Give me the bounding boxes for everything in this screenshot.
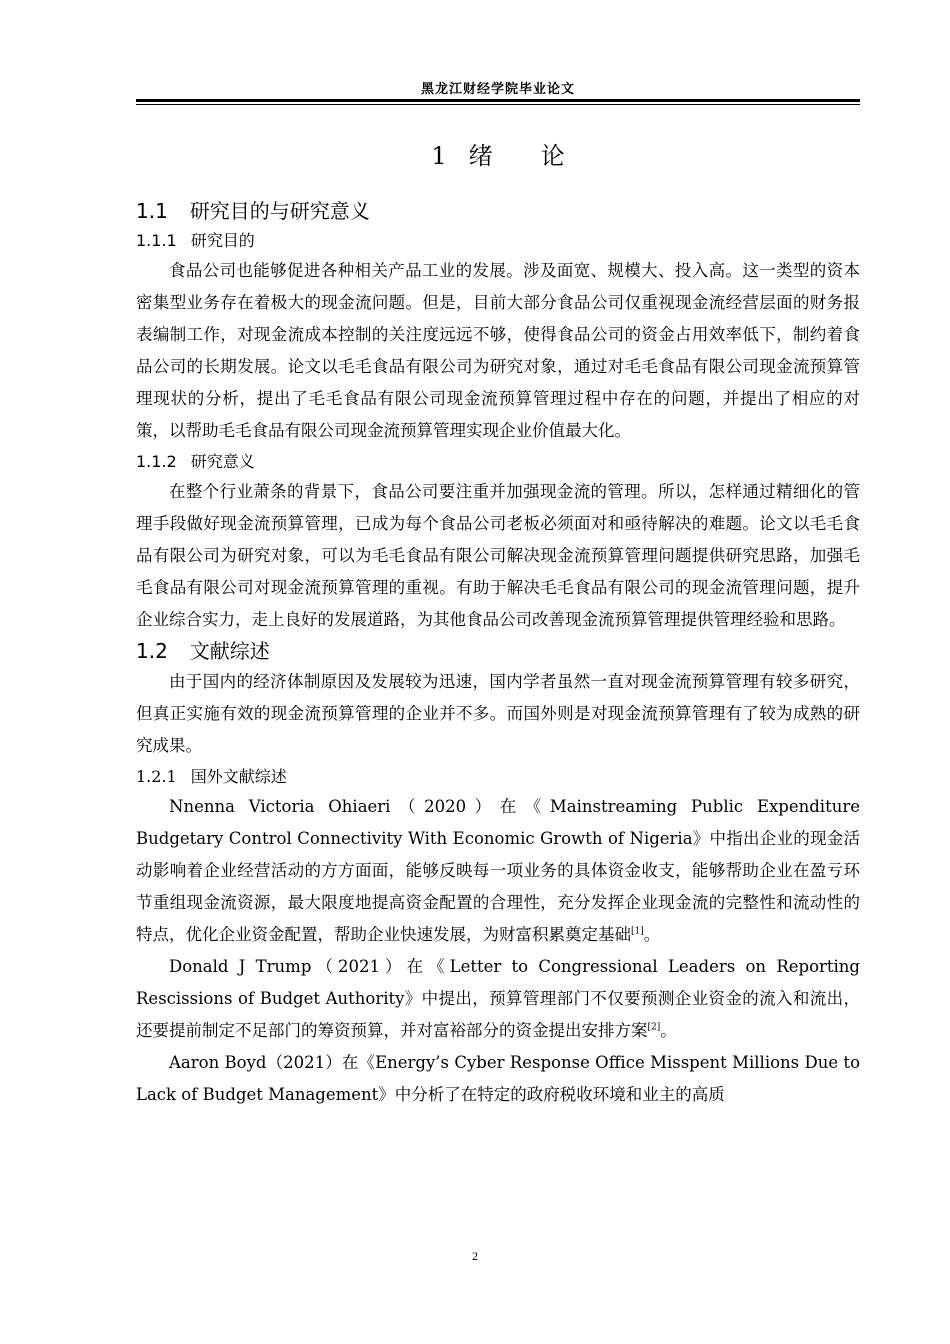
- section-heading-1-2: [136, 636, 860, 666]
- page-content: [136, 138, 860, 1111]
- subsection-title: 研究目的: [190, 231, 255, 250]
- subsection-heading-1-2-1: [136, 762, 860, 791]
- citation-ref: [1]: [631, 926, 644, 937]
- section-title: 研究目的与研究意义: [189, 199, 370, 223]
- paragraph-text: Donald J Trump（2021）在《Letter to Congressional Leaders on Reporting Rescissions of Budget Authority》中提出，预算管理部门不仅要预测企业资金的流入和流出，还要提前制定不足部门的筹资预算，并对富裕部分的资金提出安排方案: [136, 957, 860, 1040]
- subsection-heading-1-1-1: [136, 226, 860, 255]
- section-number: 1.1: [136, 199, 168, 223]
- page-number: 2: [472, 1249, 478, 1263]
- paragraph-foreign-lit-1: [136, 791, 860, 951]
- subsection-number: 1.2.1: [136, 767, 177, 786]
- subsection-title: 国外文献综述: [190, 767, 287, 786]
- subsection-number: 1.1.2: [136, 452, 177, 471]
- subsection-heading-1-1-2: [136, 447, 860, 476]
- paragraph-end: 。: [660, 1021, 677, 1040]
- header-rule-thin: [136, 104, 860, 105]
- paragraph-end: 。: [643, 925, 661, 944]
- citation-ref: [2]: [647, 1022, 661, 1033]
- paragraph-foreign-lit-2: [136, 951, 860, 1047]
- header-rule-thick: [136, 99, 860, 102]
- subsection-number: 1.1.1: [136, 231, 177, 250]
- section-title: 文献综述: [189, 639, 270, 663]
- paragraph-literature-intro: 由于国内的经济体制原因及发展较为迅速，国内学者虽然一直对现金流预算管理有较多研究，但真正实施有效的现金流预算管理的企业并不多。而国外则是对现金流预算管理有了较为成熟的研究成果。: [136, 672, 860, 755]
- paragraph-text: Nnenna Victoria Ohiaeri（2020）在《Mainstreaming Public Expenditure Budgetary Control Connectivity With Economic Growth of Nigeria》中指出企业的现金活动影响着企业经营活动的方方面面，能够反映每一项业务的具体资金收支，能够帮助企业在盈亏环节重组现金流资源，最大限度地提高资金配置的合理性，充分发挥企业现金流的完整性和流动性的特点，优化企业资金配置，帮助企业快速发展，为财富积累奠定基础: [136, 797, 860, 944]
- section-number: 1.2: [136, 639, 168, 663]
- paragraph-research-purpose: 食品公司也能够促进各种相关产品工业的发展。涉及面宽、规模大、投入高。这一类型的资本密集型业务存在着极大的现金流问题。但是，目前大部分食品公司仅重视现金流经营层面的财务报表编制工作，对现金流成本控制的关注度远远不够，使得食品公司的资金占用效率低下，制约着食品公司的长期发展。论文以毛毛食品有限公司为研究对象，通过对毛毛食品有限公司现金流预算管理现状的分析，提出了毛毛食品有限公司现金流预算管理过程中存在的问题，并提出了相应的对策，以帮助毛毛食品有限公司现金流预算管理实现企业价值最大化。: [136, 261, 860, 440]
- running-header: 黑龙江财经学院毕业论文: [420, 82, 575, 97]
- paragraph-foreign-lit-3: Aaron Boyd（2021）在《Energy’s Cyber Response Office Misspent Millions Due to Lack of Budget Management》中分析了在特定的政府税收环境和业主的高质: [136, 1053, 860, 1104]
- paragraph-research-significance: 在整个行业萧条的背景下，食品公司要注重并加强现金流的管理。所以，怎样通过精细化的管理手段做好现金流预算管理，已成为每个食品公司老板必须面对和亟待解决的难题。论文以毛毛食品有限公司为研究对象，可以为毛毛食品有限公司解决现金流预算管理问题提供研究思路，加强毛毛食品有限公司对现金流预算管理的重视。有助于解决毛毛食品有限公司的现金流管理问题，提升企业综合实力，走上良好的发展道路，为其他食品公司改善现金流预算管理提供管理经验和思路。: [136, 482, 860, 629]
- subsection-title: 研究意义: [190, 452, 255, 471]
- chapter-title: 绪 论: [468, 142, 565, 170]
- chapter-heading: [136, 138, 860, 174]
- section-heading-1-1: [136, 196, 860, 226]
- chapter-number: 1: [431, 142, 447, 170]
